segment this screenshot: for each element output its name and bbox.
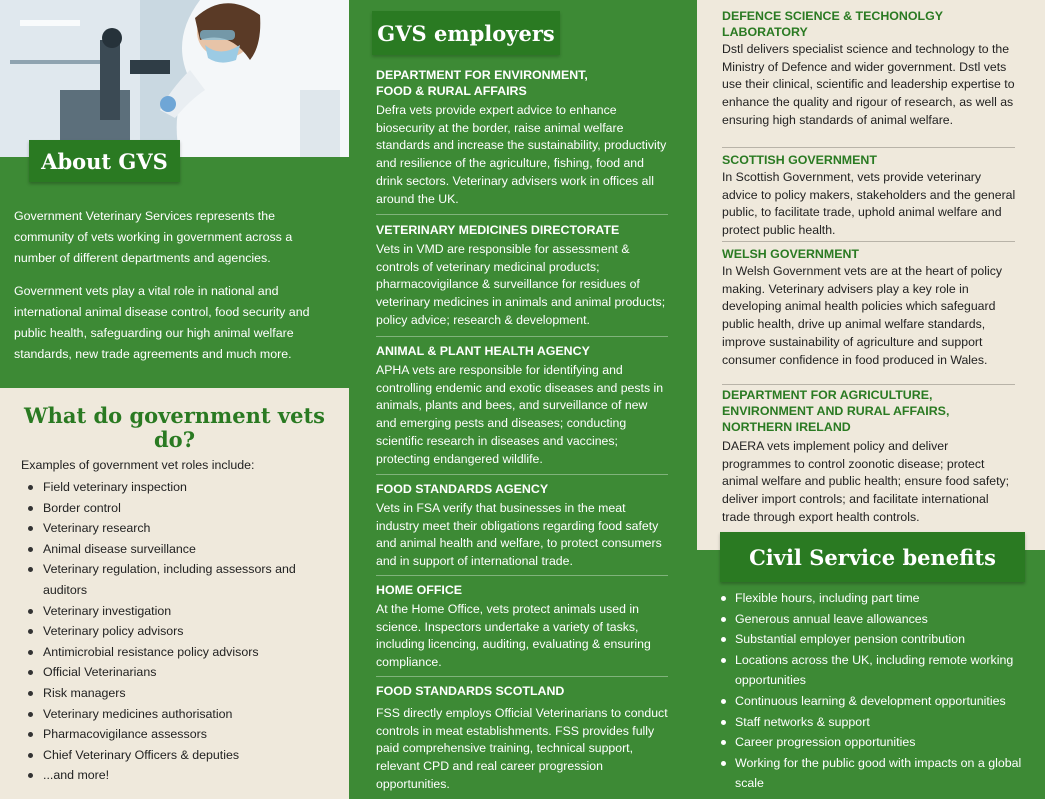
roles-item: Risk managers — [25, 683, 325, 704]
divider — [376, 336, 668, 337]
divider — [722, 147, 1015, 148]
employer-name: VETERINARY MEDICINES DIRECTORATE — [376, 223, 620, 237]
benefit-item: Staff networks & support — [719, 712, 1031, 733]
about-paragraph-2: Government vets play a vital role in national and international animal disease control, food security and public health, safeguarding our high animal welfare standards, new trade agreements and much more. — [14, 284, 310, 361]
employer-name: FOOD STANDARDS SCOTLAND — [376, 684, 565, 698]
roles-item: Field veterinary inspection — [25, 477, 325, 498]
benefit-item: Substantial employer pension contribution — [719, 629, 1031, 650]
divider — [722, 384, 1015, 385]
roles-item: Official Veterinarians — [25, 662, 325, 683]
benefits-heading: Civil Service benefits — [720, 532, 1025, 582]
employer-description: Dstl delivers specialist science and technology to the Ministry of Defence and wider government. Dstl vets use their clinical, scientific and leadership expertise to enhance the quality and rigour of research, as well as ensuring high standards of animal welfare. — [722, 42, 1015, 127]
benefit-item: Working for the public good with impacts on a global scale — [719, 753, 1031, 794]
employers-column — [349, 0, 697, 799]
divider — [376, 575, 668, 576]
roles-item: Border control — [25, 498, 325, 519]
about-heading: About GVS — [29, 140, 180, 182]
roles-item: Antimicrobial resistance policy advisors — [25, 642, 325, 663]
divider — [376, 214, 668, 215]
employer-description: At the Home Office, vets protect animals used in science. Inspectors undertake a variety of tasks, including licencing, auditing, evaluating & ensuring compliance. — [376, 602, 651, 670]
employer-name: WELSH GOVERNMENT — [722, 247, 859, 261]
roles-item: Veterinary policy advisors — [25, 621, 325, 642]
roles-list — [25, 477, 325, 786]
divider — [376, 676, 668, 677]
employer-description: DAERA vets implement policy and deliver programmes to control zoonotic disease; protect animal welfare and public health; ensure food safety; deliver import controls; and facilitate international trade through export health controls. — [722, 439, 1010, 524]
employer-name: DEPARTMENT FOR AGRICULTURE, ENVIRONMENT AND RURAL AFFAIRS, NORTHERN IRELAND — [722, 388, 950, 434]
employer-daera — [722, 387, 1017, 527]
roles-item: Veterinary regulation, including assessors and auditors — [25, 559, 325, 600]
benefit-item: Career progression opportunities — [719, 732, 1031, 753]
employer-welsh-government — [722, 246, 1017, 369]
benefit-item: Locations across the UK, including remote working opportunities — [719, 650, 1031, 691]
roles-item: Chief Veterinary Officers & deputies — [25, 745, 325, 766]
roles-intro: Examples of government vet roles include: — [21, 458, 255, 472]
roles-heading: What do government vets do? — [23, 403, 325, 452]
employer-fss — [376, 683, 670, 794]
employer-name: DEPARTMENT FOR ENVIRONMENT, FOOD & RURAL AFFAIRS — [376, 68, 588, 98]
roles-item: Pharmacovigilance assessors — [25, 724, 325, 745]
employer-description: Vets in VMD are responsible for assessment & controls of veterinary medicinal products; pharmacovigilance & surveillance for residues of veterinary medicines in animals and animal products; policy advice; research & development. — [376, 242, 666, 327]
roles-item: Veterinary research — [25, 518, 325, 539]
employer-name: DEFENCE SCIENCE & TECHONOLGY LABORATORY — [722, 9, 943, 39]
employer-name: FOOD STANDARDS AGENCY — [376, 482, 549, 496]
benefit-item: Continuous learning & development opportunities — [719, 691, 1031, 712]
left-column — [0, 0, 349, 799]
benefits-section — [697, 550, 1045, 799]
roles-item: ...and more! — [25, 765, 325, 786]
employer-description: In Scottish Government, vets provide veterinary advice to policy makers, stakeholders and the general public, to facilitate trade, uphold animal welfare and protect public health. — [722, 170, 1016, 238]
about-text — [14, 206, 334, 378]
employer-description: APHA vets are responsible for identifying and controlling endemic and exotic diseases and pests in animals, plants and bees, and surveillance of new and emerging pests and diseases; conducting scientific research in diseases and vaccines; protecting endangered wildlife. — [376, 363, 664, 466]
benefits-list — [719, 588, 1031, 794]
benefit-item: Flexible hours, including part time — [719, 588, 1031, 609]
divider — [376, 474, 668, 475]
right-column — [697, 0, 1045, 799]
divider — [722, 241, 1015, 242]
roles-item: Veterinary investigation — [25, 601, 325, 622]
scientist-microscope-image — [0, 0, 349, 157]
employer-description: In Welsh Government vets are at the heart of policy making. Veterinary advisers play a key role in developing animal health policies which safeguard public health, drive up animal welfare standards, improve sustainability of agriculture and support consumer confidence in food produced in Wales. — [722, 264, 1003, 367]
employer-name: ANIMAL & PLANT HEALTH AGENCY — [376, 344, 590, 358]
employer-scottish-government — [722, 152, 1017, 240]
employer-defra — [376, 67, 670, 208]
roles-item: Animal disease surveillance — [25, 539, 325, 560]
employer-apha — [376, 343, 670, 468]
roles-item: Veterinary medicines authorisation — [25, 704, 325, 725]
employer-dstl — [722, 8, 1017, 130]
employer-name: HOME OFFICE — [376, 583, 463, 597]
about-paragraph-1: Government Veterinary Services represents the community of vets working in government across a number of different departments and agencies. — [14, 209, 293, 265]
employer-vmd — [376, 222, 670, 330]
employer-home-office — [376, 582, 670, 672]
employers-heading: GVS employers — [372, 11, 560, 55]
employer-name: SCOTTISH GOVERNMENT — [722, 153, 877, 167]
scientist-photo — [0, 0, 349, 157]
employer-description: Defra vets provide expert advice to enhance biosecurity at the border, raise animal welfare standards and increase the sustainability, productivity and resilience of the agriculture, fishing, food and drink sectors. Veterinary advisers work in offices all around the UK. — [376, 103, 667, 206]
benefit-item: Generous annual leave allowances — [719, 609, 1031, 630]
employer-description: FSS directly employs Official Veterinarians to conduct controls in meat establishments. FSS provides fully paid comprehensive training, technical support, relevant CPD and real career progression opportunities. — [376, 706, 668, 791]
employer-description: Vets in FSA verify that businesses in the meat industry meet their obligations regarding food safety and animal health and welfare, to protect consumers and in support of international trade. — [376, 501, 662, 569]
employer-fsa — [376, 481, 670, 571]
roles-section — [0, 388, 349, 799]
